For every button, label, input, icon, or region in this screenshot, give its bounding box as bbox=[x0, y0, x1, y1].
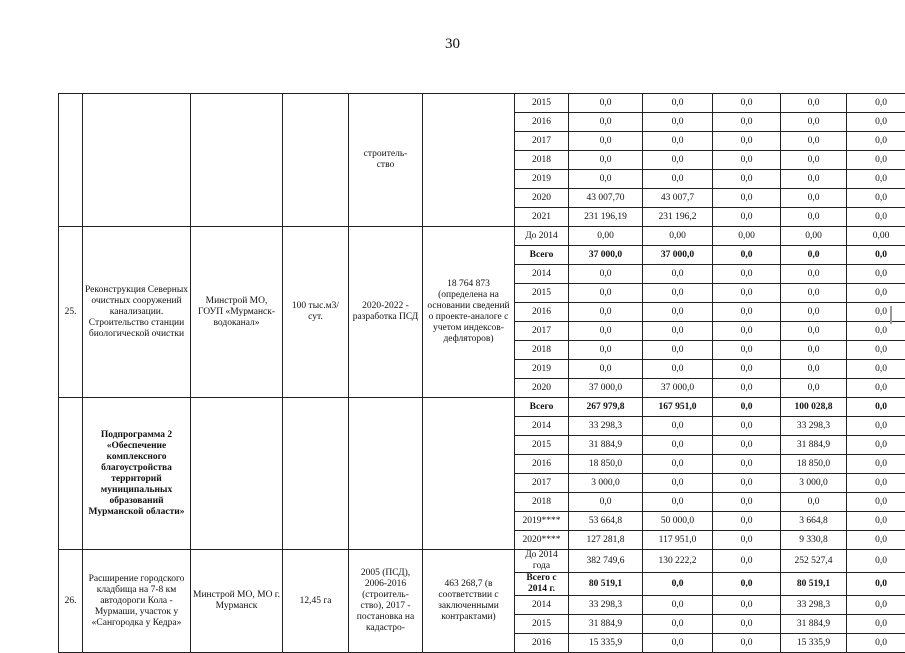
value-cell: 0,0 bbox=[847, 417, 905, 436]
value-cell: 9 330,8 bbox=[781, 531, 847, 550]
value-cell: 0,0 bbox=[643, 341, 713, 360]
year-cell: 2020 bbox=[515, 189, 569, 208]
value-cell: 0,0 bbox=[713, 360, 781, 379]
cost-cell bbox=[423, 94, 515, 227]
value-cell: 117 951,0 bbox=[643, 531, 713, 550]
year-cell: 2017 bbox=[515, 132, 569, 151]
value-cell: 0,0 bbox=[847, 208, 905, 227]
value-cell: 0,0 bbox=[713, 531, 781, 550]
period-cell bbox=[349, 398, 423, 550]
value-cell: 0,0 bbox=[569, 265, 643, 284]
value-cell: 0,0 bbox=[713, 493, 781, 512]
year-cell: 2020 bbox=[515, 379, 569, 398]
value-cell: 18 850,0 bbox=[569, 455, 643, 474]
value-cell: 43 007,7 bbox=[643, 189, 713, 208]
value-cell: 0,0 bbox=[643, 455, 713, 474]
value-cell: 0,0 bbox=[847, 550, 905, 573]
value-cell: 0,0 bbox=[781, 303, 847, 322]
value-cell: 15 335,9 bbox=[569, 634, 643, 653]
value-cell: 0,0 bbox=[643, 303, 713, 322]
year-cell: 2016 bbox=[515, 634, 569, 653]
value-cell: 0,0 bbox=[643, 284, 713, 303]
value-cell: 231 196,19 bbox=[569, 208, 643, 227]
year-cell: 2014 bbox=[515, 417, 569, 436]
capacity-cell bbox=[283, 94, 349, 227]
value-cell: 0,00 bbox=[847, 227, 905, 246]
value-cell: 0,0 bbox=[847, 151, 905, 170]
value-cell: 0,0 bbox=[847, 634, 905, 653]
value-cell: 0,0 bbox=[713, 550, 781, 573]
value-cell: 0,0 bbox=[781, 322, 847, 341]
value-cell: 0,0 bbox=[713, 132, 781, 151]
value-cell: 0,0 bbox=[847, 265, 905, 284]
value-cell: 0,0 bbox=[569, 322, 643, 341]
value-cell: 0,0 bbox=[713, 417, 781, 436]
value-cell: 43 007,70 bbox=[569, 189, 643, 208]
value-cell: 37 000,0 bbox=[569, 379, 643, 398]
value-cell: 0,0 bbox=[643, 573, 713, 596]
year-cell: 2020**** bbox=[515, 531, 569, 550]
table-row bbox=[59, 398, 905, 417]
value-cell: 0,0 bbox=[713, 151, 781, 170]
value-cell: 0,0 bbox=[781, 170, 847, 189]
subprogram-title: Подпрограмма 2 «Обеспечение комплексного благоустройства территорий муниципальных образований Мурманской области» bbox=[83, 398, 191, 550]
item-name: Реконструкция Северных очистных сооружений канализации. Строительство станции биологической очистки bbox=[83, 227, 191, 398]
value-cell: 0,0 bbox=[713, 284, 781, 303]
year-cell: До 2014 года bbox=[515, 550, 569, 573]
value-cell: 18 850,0 bbox=[781, 455, 847, 474]
value-cell: 267 979,8 bbox=[569, 398, 643, 417]
year-cell: До 2014 bbox=[515, 227, 569, 246]
value-cell: 0,0 bbox=[569, 360, 643, 379]
value-cell: 0,0 bbox=[569, 284, 643, 303]
value-cell: 0,0 bbox=[847, 379, 905, 398]
value-cell: 3 000,0 bbox=[781, 474, 847, 493]
scan-edge-mark bbox=[890, 306, 892, 324]
value-cell: 100 028,8 bbox=[781, 398, 847, 417]
item-period: 2005 (ПСД), 2006-2016 (строитель-ство), 2017 - постановка на кадастро- bbox=[349, 550, 423, 653]
value-cell: 0,0 bbox=[713, 596, 781, 615]
item-cost: 463 268,7 (в соответствии с заключенными контрактами) bbox=[423, 550, 515, 653]
year-cell: 2015 bbox=[515, 284, 569, 303]
table-row bbox=[59, 227, 905, 246]
value-cell: 0,0 bbox=[781, 189, 847, 208]
value-cell: 0,0 bbox=[713, 208, 781, 227]
value-cell: 127 281,8 bbox=[569, 531, 643, 550]
value-cell: 0,0 bbox=[713, 265, 781, 284]
value-cell: 0,0 bbox=[847, 455, 905, 474]
value-cell: 0,0 bbox=[847, 512, 905, 531]
item-number: 26. bbox=[59, 550, 83, 653]
value-cell: 0,0 bbox=[713, 170, 781, 189]
value-cell: 0,0 bbox=[569, 113, 643, 132]
value-cell: 0,0 bbox=[713, 341, 781, 360]
value-cell: 37 000,0 bbox=[643, 246, 713, 265]
value-cell: 0,0 bbox=[781, 246, 847, 265]
value-cell: 0,0 bbox=[781, 341, 847, 360]
value-cell: 0,0 bbox=[847, 246, 905, 265]
value-cell: 0,0 bbox=[643, 265, 713, 284]
value-cell: 0,0 bbox=[643, 151, 713, 170]
value-cell: 3 000,0 bbox=[569, 474, 643, 493]
value-cell: 167 951,0 bbox=[643, 398, 713, 417]
value-cell: 382 749,6 bbox=[569, 550, 643, 573]
value-cell: 0,0 bbox=[713, 474, 781, 493]
value-cell: 33 298,3 bbox=[781, 417, 847, 436]
num-cell bbox=[59, 398, 83, 550]
value-cell: 0,0 bbox=[643, 360, 713, 379]
value-cell: 0,0 bbox=[569, 493, 643, 512]
value-cell: 0,0 bbox=[643, 634, 713, 653]
value-cell: 0,0 bbox=[643, 170, 713, 189]
value-cell: 0,0 bbox=[569, 341, 643, 360]
value-cell: 0,0 bbox=[781, 113, 847, 132]
value-cell: 0,0 bbox=[713, 615, 781, 634]
value-cell: 0,0 bbox=[569, 303, 643, 322]
year-cell: 2015 bbox=[515, 615, 569, 634]
value-cell: 0,0 bbox=[713, 436, 781, 455]
item-number: 25. bbox=[59, 227, 83, 398]
value-cell: 0,0 bbox=[781, 208, 847, 227]
value-cell: 0,0 bbox=[847, 341, 905, 360]
item-name: Расширение городского кладбища на 7-8 км автодороги Кола - Мурмаши, участок у «Сангородка у Кедра» bbox=[83, 550, 191, 653]
value-cell: 0,0 bbox=[781, 151, 847, 170]
cost-cell bbox=[423, 398, 515, 550]
value-cell: 37 000,0 bbox=[643, 379, 713, 398]
item-customer: Минстрой МО, МО г. Мурманск bbox=[191, 550, 283, 653]
value-cell: 0,00 bbox=[781, 227, 847, 246]
item-capacity: 12,45 га bbox=[283, 550, 349, 653]
value-cell: 0,0 bbox=[569, 151, 643, 170]
value-cell: 0,0 bbox=[781, 265, 847, 284]
value-cell: 0,0 bbox=[713, 634, 781, 653]
value-cell: 0,0 bbox=[713, 573, 781, 596]
value-cell: 0,0 bbox=[713, 379, 781, 398]
year-cell: 2016 bbox=[515, 455, 569, 474]
year-cell: Всего bbox=[515, 398, 569, 417]
value-cell: 0,0 bbox=[847, 284, 905, 303]
value-cell: 0,0 bbox=[781, 132, 847, 151]
value-cell: 33 298,3 bbox=[569, 596, 643, 615]
value-cell: 0,0 bbox=[713, 246, 781, 265]
year-cell: Всего с 2014 г. bbox=[515, 573, 569, 596]
value-cell: 0,0 bbox=[781, 284, 847, 303]
value-cell: 0,0 bbox=[643, 615, 713, 634]
value-cell: 0,0 bbox=[847, 132, 905, 151]
value-cell: 0,0 bbox=[847, 398, 905, 417]
value-cell: 0,0 bbox=[643, 113, 713, 132]
value-cell: 80 519,1 bbox=[781, 573, 847, 596]
year-cell: 2019**** bbox=[515, 512, 569, 531]
value-cell: 0,0 bbox=[781, 379, 847, 398]
table-row bbox=[59, 550, 905, 573]
period-cell: строитель- ство bbox=[349, 94, 423, 227]
value-cell: 50 000,0 bbox=[643, 512, 713, 531]
year-cell: 2014 bbox=[515, 596, 569, 615]
year-cell: 2019 bbox=[515, 360, 569, 379]
value-cell: 0,0 bbox=[713, 322, 781, 341]
year-cell: 2018 bbox=[515, 151, 569, 170]
value-cell: 231 196,2 bbox=[643, 208, 713, 227]
value-cell: 0,0 bbox=[569, 132, 643, 151]
table-row bbox=[59, 94, 905, 113]
value-cell: 0,0 bbox=[713, 189, 781, 208]
customer-cell bbox=[191, 398, 283, 550]
value-cell: 0,0 bbox=[713, 94, 781, 113]
value-cell: 15 335,9 bbox=[781, 634, 847, 653]
value-cell: 0,0 bbox=[643, 94, 713, 113]
value-cell: 0,0 bbox=[713, 113, 781, 132]
value-cell: 0,0 bbox=[847, 596, 905, 615]
value-cell: 0,0 bbox=[643, 322, 713, 341]
value-cell: 31 884,9 bbox=[569, 436, 643, 455]
value-cell: 80 519,1 bbox=[569, 573, 643, 596]
value-cell: 0,0 bbox=[643, 417, 713, 436]
value-cell: 0,0 bbox=[847, 531, 905, 550]
item-cost: 18 764 873 (определена на основании сведений о проекте-аналоге с учетом индексов-дефляторов) bbox=[423, 227, 515, 398]
value-cell: 0,0 bbox=[643, 436, 713, 455]
page-number: 30 bbox=[0, 36, 905, 53]
value-cell: 0,0 bbox=[713, 512, 781, 531]
value-cell: 0,0 bbox=[847, 113, 905, 132]
item-customer: Минстрой МО, ГОУП «Мурманск-водоканал» bbox=[191, 227, 283, 398]
value-cell: 0,00 bbox=[713, 227, 781, 246]
value-cell: 0,0 bbox=[847, 360, 905, 379]
value-cell: 0,00 bbox=[643, 227, 713, 246]
value-cell: 3 664,8 bbox=[781, 512, 847, 531]
year-cell: 2019 bbox=[515, 170, 569, 189]
value-cell: 252 527,4 bbox=[781, 550, 847, 573]
value-cell: 0,0 bbox=[569, 94, 643, 113]
value-cell: 0,0 bbox=[643, 132, 713, 151]
name-cell bbox=[83, 94, 191, 227]
value-cell: 31 884,9 bbox=[781, 436, 847, 455]
num-cell bbox=[59, 94, 83, 227]
year-cell: 2018 bbox=[515, 493, 569, 512]
value-cell: 0,0 bbox=[643, 493, 713, 512]
value-cell: 0,0 bbox=[643, 474, 713, 493]
year-cell: 2016 bbox=[515, 303, 569, 322]
value-cell: 53 664,8 bbox=[569, 512, 643, 531]
item-period: 2020-2022 - разработка ПСД bbox=[349, 227, 423, 398]
year-cell: Всего bbox=[515, 246, 569, 265]
year-cell: 2015 bbox=[515, 94, 569, 113]
value-cell: 0,0 bbox=[781, 94, 847, 113]
value-cell: 0,0 bbox=[847, 189, 905, 208]
value-cell: 0,0 bbox=[847, 615, 905, 634]
item-capacity: 100 тыс.м3/сут. bbox=[283, 227, 349, 398]
value-cell: 33 298,3 bbox=[781, 596, 847, 615]
value-cell: 31 884,9 bbox=[569, 615, 643, 634]
value-cell: 0,0 bbox=[847, 303, 905, 322]
value-cell: 0,0 bbox=[847, 436, 905, 455]
year-cell: 2016 bbox=[515, 113, 569, 132]
value-cell: 0,0 bbox=[781, 493, 847, 512]
year-cell: 2021 bbox=[515, 208, 569, 227]
year-cell: 2015 bbox=[515, 436, 569, 455]
year-cell: 2017 bbox=[515, 322, 569, 341]
year-cell: 2014 bbox=[515, 265, 569, 284]
customer-cell bbox=[191, 94, 283, 227]
value-cell: 0,0 bbox=[847, 474, 905, 493]
value-cell: 0,0 bbox=[569, 170, 643, 189]
capacity-cell bbox=[283, 398, 349, 550]
value-cell: 0,0 bbox=[847, 493, 905, 512]
value-cell: 0,0 bbox=[847, 170, 905, 189]
year-cell: 2018 bbox=[515, 341, 569, 360]
value-cell: 0,0 bbox=[713, 398, 781, 417]
value-cell: 0,0 bbox=[847, 94, 905, 113]
value-cell: 0,0 bbox=[713, 455, 781, 474]
value-cell: 0,0 bbox=[847, 573, 905, 596]
value-cell: 0,0 bbox=[847, 322, 905, 341]
budget-table bbox=[58, 93, 905, 653]
value-cell: 0,0 bbox=[713, 303, 781, 322]
value-cell: 31 884,9 bbox=[781, 615, 847, 634]
value-cell: 0,00 bbox=[569, 227, 643, 246]
value-cell: 0,0 bbox=[781, 360, 847, 379]
value-cell: 130 222,2 bbox=[643, 550, 713, 573]
value-cell: 33 298,3 bbox=[569, 417, 643, 436]
value-cell: 37 000,0 bbox=[569, 246, 643, 265]
year-cell: 2017 bbox=[515, 474, 569, 493]
value-cell: 0,0 bbox=[643, 596, 713, 615]
